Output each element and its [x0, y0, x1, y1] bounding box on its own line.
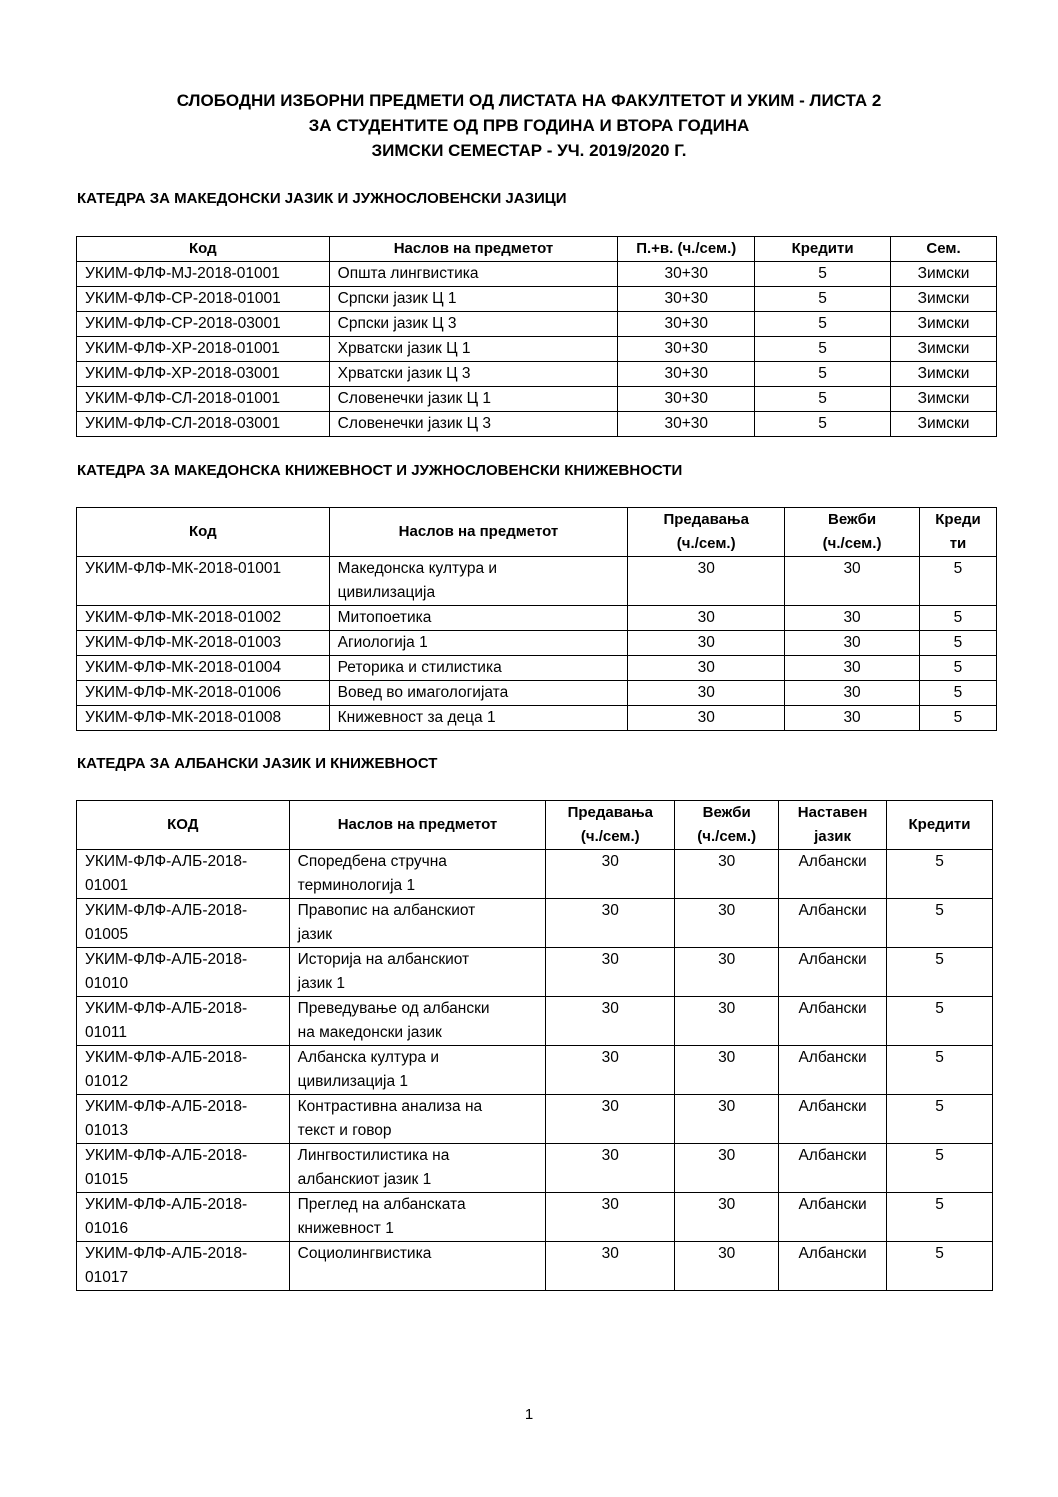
table-cell — [919, 606, 996, 631]
table-cell — [77, 1242, 290, 1291]
table-cell — [887, 850, 993, 899]
cell-line: на македонски јазик — [297, 1024, 442, 1041]
cell-line: ти — [949, 535, 967, 552]
table-row — [77, 312, 997, 337]
cell-line: (ч./сем.) — [676, 535, 736, 552]
table-cell — [887, 1046, 993, 1095]
table-cell: 5 — [755, 312, 891, 337]
cell-line: УКИМ-ФЛФ-МК-2018-01006 — [85, 684, 282, 701]
table-cell: 5 — [755, 287, 891, 312]
cell-line: 30 — [718, 1049, 736, 1066]
table-cell — [77, 1144, 290, 1193]
table-cell — [289, 1046, 546, 1095]
table-cell — [887, 1242, 993, 1291]
cell-line: 30 — [601, 902, 619, 919]
cell-line: УКИМ-ФЛФ-МК-2018-01002 — [85, 609, 282, 626]
table-cell: Зимски — [891, 337, 997, 362]
cell-line: 30 — [697, 709, 715, 726]
table-cell — [77, 899, 290, 948]
cell-line: 5 — [953, 634, 963, 651]
table-header-row — [77, 508, 997, 557]
table-cell: 5 — [755, 362, 891, 387]
cell-line: албанскиот јазик 1 — [297, 1171, 432, 1188]
table-albanian — [76, 800, 993, 1291]
cell-line: 30 — [601, 1098, 619, 1115]
table-cell — [675, 1242, 779, 1291]
table-cell — [779, 948, 887, 997]
table-cell — [785, 656, 920, 681]
table-cell — [887, 1193, 993, 1242]
table-cell: 5 — [755, 262, 891, 287]
table-row — [77, 606, 997, 631]
cell-line: УКИМ-ФЛФ-АЛБ-2018- — [85, 1196, 248, 1213]
cell-line: 5 — [953, 659, 963, 676]
cell-line: 30 — [601, 1196, 619, 1213]
cell-line: УКИМ-ФЛФ-МК-2018-01008 — [85, 709, 282, 726]
table-macedonian-literature — [76, 507, 997, 731]
table-header-row — [77, 801, 993, 850]
cell-line: Кредити — [908, 816, 971, 833]
cell-line: (ч./сем.) — [697, 828, 757, 845]
cell-line: Албански — [798, 1098, 867, 1115]
table-cell — [675, 997, 779, 1046]
table-row — [77, 850, 993, 899]
cell-line: 30 — [601, 853, 619, 870]
table-cell — [628, 557, 785, 606]
cell-line: УКИМ-ФЛФ-АЛБ-2018- — [85, 902, 248, 919]
table-row — [77, 1193, 993, 1242]
table-cell — [77, 1193, 290, 1242]
cell-line: 5 — [953, 709, 963, 726]
cell-line: 30 — [601, 1049, 619, 1066]
cell-line: 30 — [601, 1000, 619, 1017]
table-row — [77, 899, 993, 948]
table-cell — [546, 1046, 675, 1095]
table-cell — [675, 1193, 779, 1242]
column-header — [628, 508, 785, 557]
column-header — [546, 801, 675, 850]
table-cell — [779, 1242, 887, 1291]
cell-line: УКИМ-ФЛФ-МК-2018-01004 — [85, 659, 282, 676]
cell-line: 01005 — [85, 926, 129, 943]
table-cell — [289, 1095, 546, 1144]
cell-line: Предавања — [663, 511, 749, 528]
table-row — [77, 287, 997, 312]
cell-line: 5 — [935, 853, 944, 870]
cell-line: 01012 — [85, 1073, 129, 1090]
table-cell — [546, 1242, 675, 1291]
table-row — [77, 631, 997, 656]
column-header — [887, 801, 993, 850]
table-cell — [887, 1095, 993, 1144]
cell-line: 30 — [601, 1245, 619, 1262]
cell-line: Вежби — [828, 511, 877, 528]
cell-line: 30 — [718, 1196, 736, 1213]
table-row — [77, 681, 997, 706]
table-cell: Словенечки јазик Ц 3 — [329, 412, 618, 437]
cell-line: јазик — [297, 926, 333, 943]
cell-line: Вежби — [702, 804, 751, 821]
cell-line: УКИМ-ФЛФ-АЛБ-2018- — [85, 853, 248, 870]
cell-line: Контрастивна анализа на — [297, 1098, 483, 1115]
table-cell: Хрватски јазик Ц 3 — [329, 362, 618, 387]
table-cell — [329, 631, 628, 656]
column-header — [77, 508, 330, 557]
cell-line: Лингвостилистика на — [297, 1147, 450, 1164]
cell-line: 5 — [953, 560, 963, 577]
column-header — [785, 508, 920, 557]
cell-line: 30 — [843, 684, 861, 701]
table-header-row — [77, 237, 997, 262]
table-cell — [675, 899, 779, 948]
table-row — [77, 262, 997, 287]
table-cell: УКИМ-ФЛФ-МЈ-2018-01001 — [77, 262, 330, 287]
cell-line: УКИМ-ФЛФ-АЛБ-2018- — [85, 1245, 248, 1262]
cell-line: Предавања — [567, 804, 654, 821]
table-cell — [289, 899, 546, 948]
table-cell — [289, 1193, 546, 1242]
cell-line: Агиологија 1 — [337, 634, 428, 651]
table-cell — [675, 1144, 779, 1193]
table-cell: Општа лингвистика — [329, 262, 618, 287]
cell-line: УКИМ-ФЛФ-АЛБ-2018- — [85, 1147, 248, 1164]
cell-line: 30 — [843, 709, 861, 726]
table-cell: Словенечки јазик Ц 1 — [329, 387, 618, 412]
cell-line: (ч./сем.) — [580, 828, 640, 845]
table-cell — [785, 681, 920, 706]
table-cell — [628, 606, 785, 631]
cell-line: Споредбена стручна — [297, 853, 447, 870]
cell-line: 30 — [601, 1147, 619, 1164]
table-cell — [779, 899, 887, 948]
cell-line: Наставен — [797, 804, 868, 821]
cell-line: цивилизација — [337, 584, 436, 601]
table-cell — [77, 656, 330, 681]
table-cell — [675, 1046, 779, 1095]
table-cell — [675, 1095, 779, 1144]
table-cell: 5 — [755, 337, 891, 362]
table-cell — [329, 706, 628, 731]
table-cell — [919, 706, 996, 731]
cell-line: 01016 — [85, 1220, 129, 1237]
table-row — [77, 337, 997, 362]
cell-line: Албански — [798, 902, 867, 919]
table-cell: Српски јазик Ц 3 — [329, 312, 618, 337]
table-cell — [546, 1144, 675, 1193]
table-cell — [329, 656, 628, 681]
column-header: П.+в. (ч./сем.) — [618, 237, 755, 262]
table-cell: 30+30 — [618, 312, 755, 337]
cell-line: 30 — [697, 684, 715, 701]
table-row — [77, 1046, 993, 1095]
table-row — [77, 412, 997, 437]
table-cell — [77, 997, 290, 1046]
cell-line: цивилизација 1 — [297, 1073, 409, 1090]
table-cell: Зимски — [891, 287, 997, 312]
page-number: 1 — [524, 1406, 534, 1423]
table-cell: УКИМ-ФЛФ-СЛ-2018-03001 — [77, 412, 330, 437]
cell-line: 5 — [953, 684, 963, 701]
table-row — [77, 706, 997, 731]
table-cell: 5 — [755, 387, 891, 412]
cell-line: 30 — [697, 609, 715, 626]
table-cell: 30+30 — [618, 287, 755, 312]
cell-line: Митопоетика — [337, 609, 432, 626]
table-cell — [289, 1242, 546, 1291]
table-cell: Српски јазик Ц 1 — [329, 287, 618, 312]
cell-line: Правопис на албанскиот — [297, 902, 476, 919]
table-cell — [675, 850, 779, 899]
cell-line: УКИМ-ФЛФ-МК-2018-01003 — [85, 634, 282, 651]
column-header — [675, 801, 779, 850]
cell-line: 5 — [935, 1098, 944, 1115]
table-cell: Хрватски јазик Ц 1 — [329, 337, 618, 362]
table-cell — [77, 606, 330, 631]
cell-line: терминологија 1 — [297, 877, 416, 894]
table-cell — [628, 656, 785, 681]
table-cell: Зимски — [891, 387, 997, 412]
cell-line: 5 — [935, 902, 944, 919]
cell-line: 5 — [935, 1049, 944, 1066]
cell-line: УКИМ-ФЛФ-АЛБ-2018- — [85, 1098, 248, 1115]
cell-line: Преведување од албански — [297, 1000, 490, 1017]
table-cell — [546, 899, 675, 948]
section-heading-macedonian-literature: КАТЕДРА ЗА МАКЕДОНСКА КНИЖЕВНОСТ И ЈУЖНОСЛОВЕНСКИ КНИЖЕВНОСТИ — [77, 462, 683, 479]
table-cell — [77, 681, 330, 706]
column-header — [289, 801, 546, 850]
cell-line: Книжевност за деца 1 — [337, 709, 496, 726]
cell-line: 30 — [843, 634, 861, 651]
cell-line: 30 — [601, 951, 619, 968]
table-cell — [887, 948, 993, 997]
cell-line: УКИМ-ФЛФ-АЛБ-2018- — [85, 951, 248, 968]
table-cell: 30+30 — [618, 362, 755, 387]
table-cell: 30+30 — [618, 387, 755, 412]
table-cell: 30+30 — [618, 412, 755, 437]
cell-line: Социолингвистика — [297, 1245, 432, 1262]
cell-line: 01011 — [85, 1024, 127, 1041]
cell-line: 01013 — [85, 1122, 129, 1139]
table-row — [77, 1144, 993, 1193]
table-cell — [628, 706, 785, 731]
cell-line: Албански — [798, 1245, 867, 1262]
cell-line: 5 — [953, 609, 963, 626]
table-cell — [77, 1046, 290, 1095]
cell-line: 01015 — [85, 1171, 129, 1188]
cell-line: 30 — [718, 1098, 736, 1115]
cell-line: 30 — [697, 560, 715, 577]
title-line-1: СЛОБОДНИ ИЗБОРНИ ПРЕДМЕТИ ОД ЛИСТАТА НА ФАКУЛТЕТОТ И УКИМ - ЛИСТА 2 — [176, 91, 882, 110]
cell-line: Креди — [935, 511, 981, 528]
cell-line: книжевност 1 — [297, 1220, 394, 1237]
section-heading-macedonian-language: КАТЕДРА ЗА МАКЕДОНСКИ ЈАЗИК И ЈУЖНОСЛОВЕНСКИ ЈАЗИЦИ — [77, 190, 567, 207]
cell-line: 5 — [935, 1000, 944, 1017]
cell-line: 30 — [718, 1245, 736, 1262]
cell-line: 5 — [935, 1245, 944, 1262]
table-cell — [289, 850, 546, 899]
table-cell — [785, 631, 920, 656]
cell-line: Македонска култура и — [337, 560, 498, 577]
table-cell — [779, 1144, 887, 1193]
cell-line: 30 — [718, 902, 736, 919]
cell-line: Наслов на предметот — [398, 523, 559, 540]
cell-line: Албански — [798, 1196, 867, 1213]
cell-line: Наслов на предметот — [337, 816, 498, 833]
cell-line: Преглед на албанската — [297, 1196, 466, 1213]
table-cell — [785, 557, 920, 606]
column-header — [779, 801, 887, 850]
table-cell: УКИМ-ФЛФ-СЛ-2018-01001 — [77, 387, 330, 412]
table-row — [77, 997, 993, 1046]
table-cell — [919, 681, 996, 706]
table-row — [77, 1242, 993, 1291]
table-cell — [546, 1095, 675, 1144]
table-cell — [546, 850, 675, 899]
table-row — [77, 557, 997, 606]
table-cell: УКИМ-ФЛФ-СР-2018-03001 — [77, 312, 330, 337]
cell-line: Албанска култура и — [297, 1049, 439, 1066]
table-cell — [779, 1095, 887, 1144]
column-header — [919, 508, 996, 557]
cell-line: Албански — [798, 1000, 867, 1017]
cell-line: КОД — [167, 816, 199, 833]
cell-line: 30 — [697, 634, 715, 651]
table-cell — [546, 948, 675, 997]
cell-line: Албански — [798, 1147, 867, 1164]
cell-line: јазик — [814, 828, 852, 845]
table-cell — [779, 1046, 887, 1095]
table-cell — [919, 557, 996, 606]
cell-line: текст и говор — [297, 1122, 392, 1139]
table-cell — [785, 606, 920, 631]
column-header: Наслов на предметот — [329, 237, 618, 262]
table-cell: Зимски — [891, 412, 997, 437]
cell-line: Албански — [798, 1049, 867, 1066]
cell-line: 30 — [697, 659, 715, 676]
table-cell — [779, 1193, 887, 1242]
table-macedonian-language — [76, 236, 997, 437]
table-cell — [675, 948, 779, 997]
column-header: Сем. — [891, 237, 997, 262]
table-cell: 30+30 — [618, 337, 755, 362]
cell-line: Вовед во имагологијата — [337, 684, 509, 701]
table-row — [77, 387, 997, 412]
table-cell — [919, 656, 996, 681]
table-cell — [546, 997, 675, 1046]
table-cell: Зимски — [891, 362, 997, 387]
table-cell: 5 — [755, 412, 891, 437]
table-cell — [77, 631, 330, 656]
table-cell — [77, 1095, 290, 1144]
cell-line: јазик 1 — [297, 975, 346, 992]
title-line-2: ЗА СТУДЕНТИТЕ ОД ПРВ ГОДИНА И ВТОРА ГОДИНА — [308, 116, 750, 135]
table-row — [77, 1095, 993, 1144]
column-header — [77, 801, 290, 850]
cell-line: 5 — [935, 1196, 944, 1213]
table-cell — [329, 606, 628, 631]
table-cell — [289, 997, 546, 1046]
cell-line: (ч./сем.) — [822, 535, 882, 552]
table-cell — [546, 1193, 675, 1242]
table-cell: Зимски — [891, 262, 997, 287]
table-row — [77, 656, 997, 681]
cell-line: УКИМ-ФЛФ-АЛБ-2018- — [85, 1000, 248, 1017]
cell-line: 30 — [843, 560, 861, 577]
column-header — [329, 508, 628, 557]
cell-line: УКИМ-ФЛФ-АЛБ-2018- — [85, 1049, 248, 1066]
cell-line: 01017 — [85, 1269, 129, 1286]
table-cell: Зимски — [891, 312, 997, 337]
table-cell — [329, 681, 628, 706]
table-cell — [77, 557, 330, 606]
table-cell — [628, 681, 785, 706]
document-title — [0, 88, 1058, 163]
table-cell — [785, 706, 920, 731]
cell-line: Реторика и стилистика — [337, 659, 502, 676]
cell-line: 30 — [718, 1000, 736, 1017]
table-row — [77, 362, 997, 387]
table-cell — [887, 1144, 993, 1193]
table-cell — [329, 557, 628, 606]
table-cell — [779, 997, 887, 1046]
cell-line: 01010 — [85, 975, 129, 992]
cell-line: 30 — [718, 853, 736, 870]
column-header: Код — [77, 237, 330, 262]
table-cell: УКИМ-ФЛФ-ХР-2018-01001 — [77, 337, 330, 362]
cell-line: 30 — [843, 659, 861, 676]
cell-line: 30 — [718, 951, 736, 968]
table-cell — [919, 631, 996, 656]
cell-line: 01001 — [85, 877, 129, 894]
cell-line: 30 — [843, 609, 861, 626]
table-cell — [77, 850, 290, 899]
table-cell: УКИМ-ФЛФ-ХР-2018-03001 — [77, 362, 330, 387]
table-cell — [289, 948, 546, 997]
cell-line: 30 — [718, 1147, 736, 1164]
table-row — [77, 948, 993, 997]
table-cell — [289, 1144, 546, 1193]
table-cell — [779, 850, 887, 899]
table-cell — [77, 948, 290, 997]
table-cell — [77, 706, 330, 731]
table-cell — [628, 631, 785, 656]
table-cell: 30+30 — [618, 262, 755, 287]
section-heading-albanian: КАТЕДРА ЗА АЛБАНСКИ ЈАЗИК И КНИЖЕВНОСТ — [77, 755, 438, 772]
cell-line: Код — [188, 523, 217, 540]
cell-line: Албански — [798, 951, 867, 968]
title-line-3: ЗИМСКИ СЕМЕСТАР - УЧ. 2019/2020 Г. — [371, 141, 687, 160]
table-cell — [887, 997, 993, 1046]
cell-line: 5 — [935, 951, 944, 968]
table-cell — [887, 899, 993, 948]
cell-line: Албански — [798, 853, 867, 870]
cell-line: 5 — [935, 1147, 944, 1164]
cell-line: Историја на албанскиот — [297, 951, 470, 968]
cell-line: УКИМ-ФЛФ-МК-2018-01001 — [85, 560, 282, 577]
table-cell: УКИМ-ФЛФ-СР-2018-01001 — [77, 287, 330, 312]
column-header: Кредити — [755, 237, 891, 262]
